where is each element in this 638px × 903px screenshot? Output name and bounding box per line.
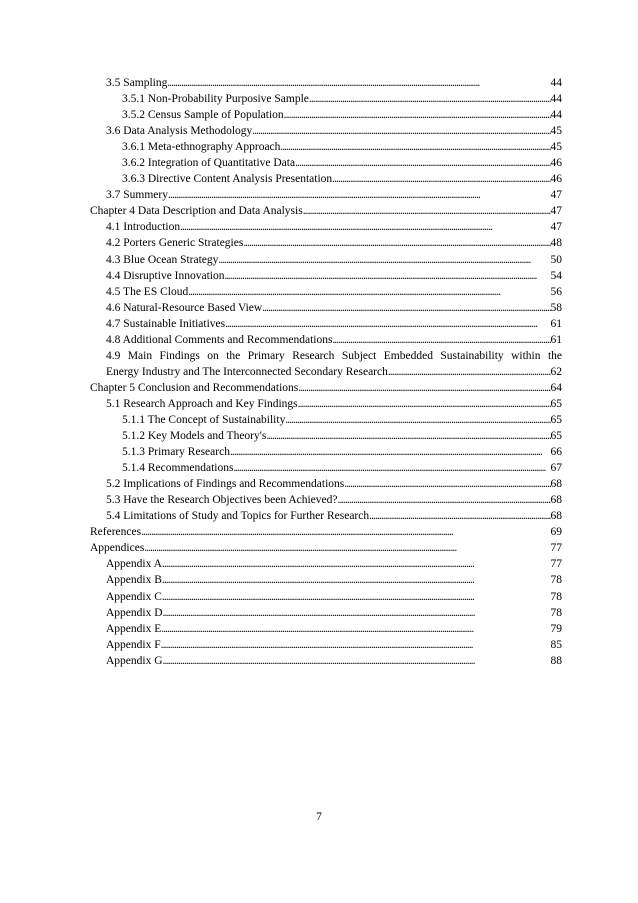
- toc-entry: [90, 460, 562, 476]
- toc-entry: [90, 444, 562, 460]
- dot-leader: [266, 428, 550, 444]
- dot-leader: [230, 444, 551, 460]
- dot-leader: [163, 653, 551, 669]
- toc-entry: [90, 508, 562, 524]
- dot-leader: [369, 508, 550, 524]
- toc-entry-title: 3.6.1 Meta-ethnography Approach: [122, 141, 281, 154]
- toc-entry-title: 4.2 Porters Generic Strategies: [106, 237, 244, 250]
- toc-entry-page: 68: [550, 494, 562, 507]
- toc-entry-page: 77: [550, 558, 562, 571]
- toc-entry-title: 4.1 Introduction: [106, 221, 181, 234]
- dot-leader: [180, 219, 550, 235]
- dot-leader: [338, 492, 551, 508]
- toc-entry-page: 67: [550, 462, 562, 475]
- toc-entry-title: 5.4 Limitations of Study and Topics for Further Research: [106, 510, 370, 523]
- toc-entry-title: 3.5.1 Non-Probability Purposive Sample: [122, 93, 309, 106]
- toc-entry-title: 4.6 Natural-Resource Based View: [106, 301, 263, 314]
- toc-entry-title: Energy Industry and The Interconnected Secondary Research: [106, 365, 388, 378]
- toc-entry-page: 44: [550, 77, 562, 89]
- dot-leader: [225, 268, 551, 284]
- dot-leader: [168, 187, 551, 203]
- toc-entry-page: 44: [550, 93, 562, 106]
- toc-entry-page: 61: [550, 317, 562, 330]
- toc-entry-title: Appendix D: [106, 606, 163, 619]
- toc-entry-title: 4.5 The ES Cloud: [106, 285, 189, 298]
- toc-entry-page: 78: [550, 606, 562, 619]
- toc-entry-title: Appendices: [90, 542, 145, 555]
- dot-leader: [243, 235, 550, 251]
- toc-entry-title: Appendix G: [106, 654, 163, 667]
- toc-entry: [90, 653, 562, 669]
- toc-entry-page: 65: [550, 413, 562, 426]
- toc-entry-title: 5.3 Have the Research Objectives been Achieved?: [106, 494, 338, 507]
- dot-leader: [332, 332, 550, 348]
- toc-entry: [90, 380, 562, 396]
- dot-leader: [162, 589, 551, 605]
- toc-entry-title: Chapter 5 Conclusion and Recommendations: [90, 381, 299, 394]
- toc-entry: [90, 91, 562, 107]
- toc-entry-title: 5.1.2 Key Models and Theory's: [122, 430, 267, 443]
- toc-entry: [90, 171, 562, 187]
- toc-entry-page: 46: [550, 173, 562, 186]
- dot-leader: [262, 300, 550, 316]
- toc-entry-title: Appendix B: [106, 574, 162, 587]
- toc-entry: [90, 572, 562, 588]
- dot-leader: [252, 123, 550, 139]
- toc-entry: [90, 524, 562, 540]
- page-number: 7: [316, 811, 322, 823]
- toc-entry: [90, 187, 562, 203]
- toc-entry: [90, 364, 562, 380]
- toc-entry: [90, 412, 562, 428]
- toc-entry: [90, 107, 562, 123]
- dot-leader: [284, 107, 551, 123]
- dot-leader: [161, 621, 550, 637]
- dot-leader: [303, 203, 551, 219]
- dot-leader: [218, 252, 550, 268]
- toc-entry: [90, 252, 562, 268]
- toc-entry-title: Appendix F: [106, 638, 161, 651]
- toc-entry-page: 45: [550, 125, 562, 138]
- dot-leader: [162, 556, 551, 572]
- toc-entry: [90, 540, 562, 556]
- toc-entry: [90, 235, 562, 251]
- toc-entry-page: 88: [550, 654, 562, 667]
- toc-entry-page: 69: [550, 526, 562, 539]
- toc-entry-page: 65: [550, 397, 562, 410]
- toc-entry: [90, 203, 562, 219]
- toc-entry: [90, 155, 562, 171]
- dot-leader: [298, 396, 551, 412]
- dot-leader: [388, 364, 551, 380]
- toc-entry-page: 65: [550, 430, 562, 443]
- dot-leader: [332, 171, 550, 187]
- toc-entry-page: 47: [550, 221, 562, 234]
- toc-entry-page: 58: [550, 301, 562, 314]
- toc-entry: [90, 316, 562, 332]
- toc-entry: [90, 284, 562, 300]
- toc-entry-page: 62: [550, 365, 562, 378]
- toc-entry-title: 5.1 Research Approach and Key Findings: [106, 397, 298, 410]
- toc-entry-title: Appendix C: [106, 590, 162, 603]
- toc-entry: [90, 589, 562, 605]
- toc-entry-title: 3.7 Summery: [106, 189, 168, 202]
- toc-entry-title: Appendix A: [106, 558, 162, 571]
- dot-leader: [141, 524, 550, 540]
- toc-entry-page: 85: [550, 638, 562, 651]
- toc-entry-page: 47: [550, 205, 562, 218]
- toc-entry-title: 3.5 Sampling: [106, 77, 168, 89]
- toc-entry: [90, 476, 562, 492]
- toc-entry-page: 68: [550, 510, 562, 523]
- toc-entry: [90, 605, 562, 621]
- table-of-contents: [90, 75, 562, 669]
- toc-entry-title: 5.1.3 Primary Research: [122, 446, 230, 459]
- toc-entry: [90, 139, 562, 155]
- toc-entry-title: 4.4 Disruptive Innovation: [106, 269, 225, 282]
- toc-entry-title: References: [90, 526, 142, 539]
- toc-entry: [90, 428, 562, 444]
- toc-entry: [90, 621, 562, 637]
- toc-entry-title: 3.6.3 Directive Content Analysis Presentation: [122, 173, 333, 186]
- dot-leader: [280, 139, 550, 155]
- toc-entry-page: 78: [550, 574, 562, 587]
- toc-entry-page: 61: [550, 333, 562, 346]
- toc-entry: [90, 219, 562, 235]
- toc-entry-title: 4.3 Blue Ocean Strategy: [106, 253, 219, 266]
- toc-entry-title: Appendix E: [106, 622, 162, 635]
- dot-leader: [144, 540, 550, 556]
- dot-leader: [163, 605, 551, 621]
- toc-entry-page: 50: [550, 253, 562, 266]
- dot-leader: [225, 316, 550, 332]
- dot-leader: [344, 476, 550, 492]
- toc-entry: [90, 268, 562, 284]
- toc-entry: [90, 556, 562, 572]
- toc-entry-page: 45: [550, 141, 562, 154]
- toc-entry-title: 3.6 Data Analysis Methodology: [106, 125, 253, 138]
- toc-entry-title: 5.2 Implications of Findings and Recommendations: [106, 478, 345, 491]
- dot-leader: [298, 380, 550, 396]
- dot-leader: [167, 75, 550, 91]
- toc-entry-page: 77: [550, 542, 562, 555]
- toc-entry-page: 47: [550, 189, 562, 202]
- toc-entry: [90, 396, 562, 412]
- toc-entry: [90, 492, 562, 508]
- toc-entry: [90, 123, 562, 139]
- toc-entry: [90, 75, 562, 91]
- toc-entry-title: 3.5.2 Census Sample of Population: [122, 109, 284, 122]
- toc-entry-page: 79: [550, 622, 562, 635]
- dot-leader: [162, 572, 551, 588]
- toc-entry-page: 56: [550, 285, 562, 298]
- dot-leader: [285, 412, 550, 428]
- dot-leader: [233, 460, 550, 476]
- toc-entry-title: 4.8 Additional Comments and Recommendations: [106, 333, 333, 346]
- dot-leader: [295, 155, 550, 171]
- toc-entry-title: Chapter 4 Data Description and Data Analysis: [90, 205, 303, 218]
- toc-entry-page: 64: [550, 381, 562, 394]
- toc-entry-title: 3.6.2 Integration of Quantitative Data: [122, 157, 296, 170]
- toc-entry-title: 5.1.1 The Concept of Sustainability: [122, 413, 286, 426]
- toc-entry-page: 78: [550, 590, 562, 603]
- toc-entry-page: 48: [550, 237, 562, 250]
- toc-entry: [90, 300, 562, 316]
- toc-entry-page: 44: [550, 109, 562, 122]
- dot-leader: [161, 637, 551, 653]
- toc-entry: [90, 332, 562, 348]
- dot-leader: [309, 91, 551, 107]
- toc-entry: [90, 637, 562, 653]
- toc-entry-title: 5.1.4 Recommendations: [122, 462, 234, 475]
- dot-leader: [188, 284, 550, 300]
- toc-entry-page: 46: [550, 157, 562, 170]
- toc-entry-page: 54: [550, 269, 562, 282]
- toc-entry-page: 66: [550, 446, 562, 459]
- toc-entry-title: 4.9 Main Findings on the Primary Research Subject Embedded Sustainability within the: [106, 349, 562, 362]
- toc-entry-title: 4.7 Sustainable Initiatives: [106, 317, 226, 330]
- toc-entry-page: 68: [550, 478, 562, 491]
